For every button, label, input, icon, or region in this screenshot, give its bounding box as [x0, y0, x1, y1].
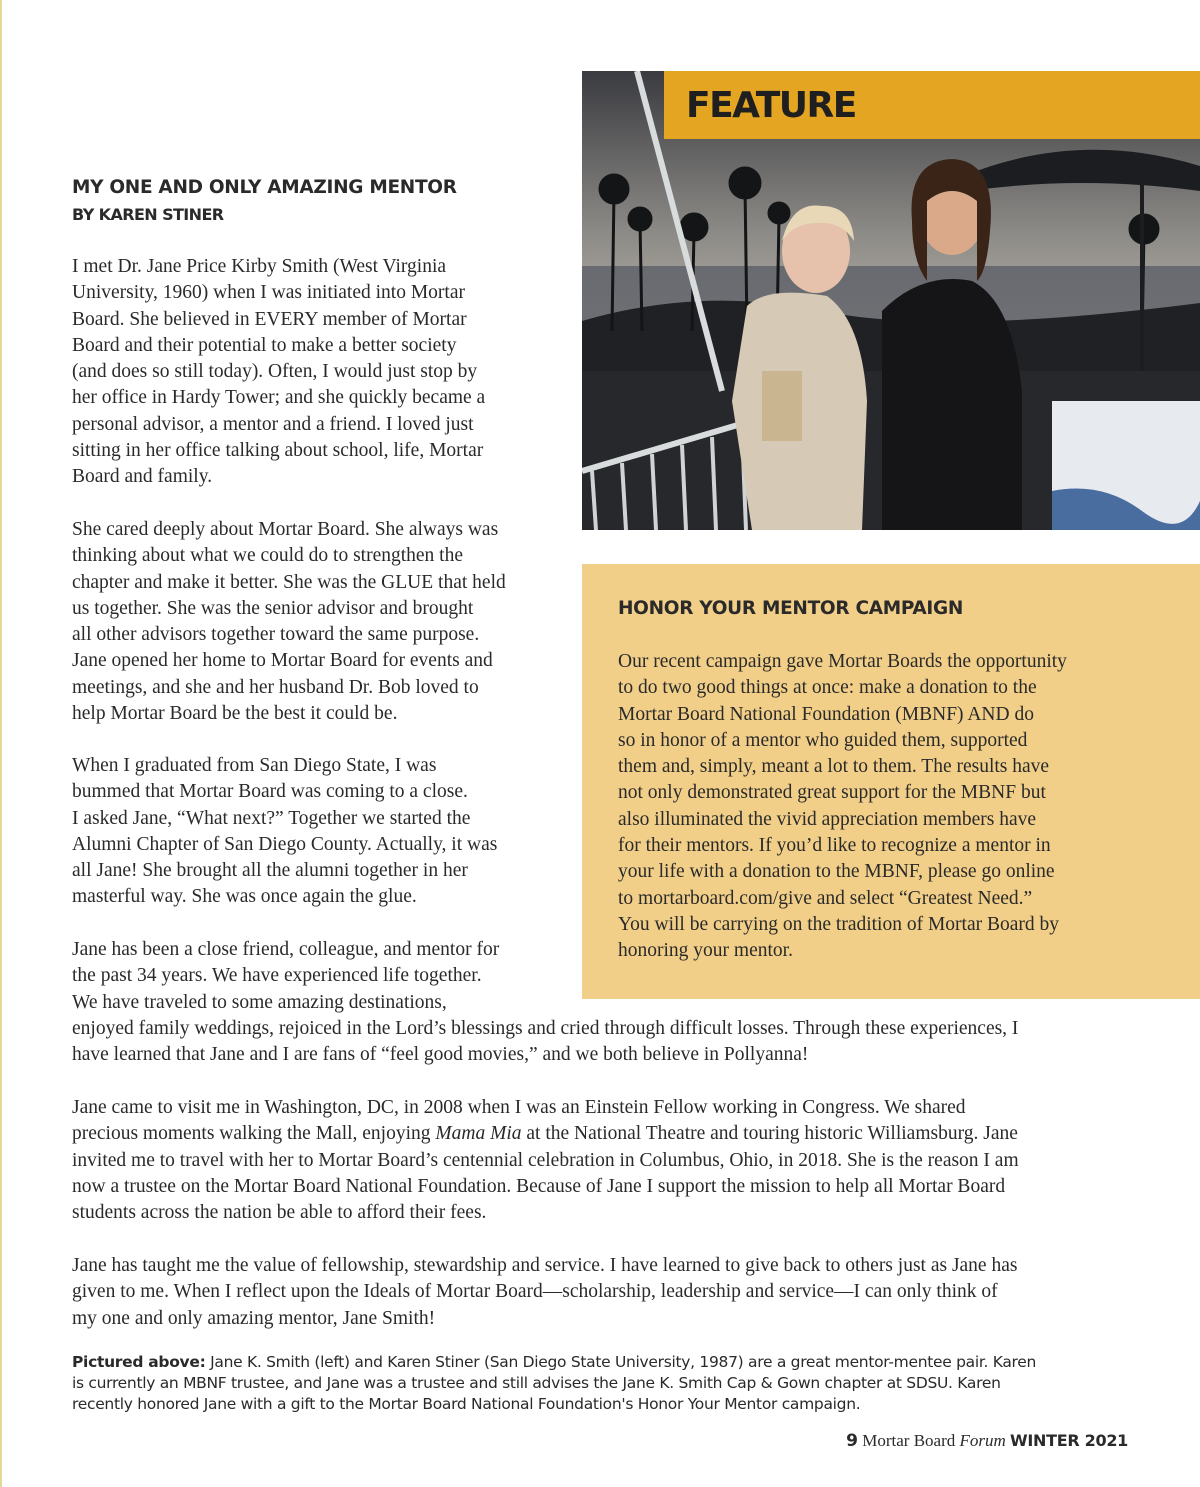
- feature-banner: FEATURE: [664, 71, 1200, 139]
- movie-title: Mama Mia: [435, 1123, 522, 1145]
- issue-season: WINTER 2021: [1010, 1431, 1128, 1450]
- article-title: MY ONE AND ONLY AMAZING MENTOR: [72, 177, 457, 198]
- article-paragraph-3: When I graduated from San Diego State, I was bummed that Mortar Board was coming to a close. I asked Jane, “What next?” Together we started the Alumni Chapter of San Diego County. Actually, it was all Jane! She brought all the alumni together in her masterful way. She was once again the glue.: [72, 755, 498, 908]
- sidebar-title: HONOR YOUR MENTOR CAMPAIGN: [618, 598, 964, 619]
- page-number: 9: [846, 1431, 858, 1451]
- article-paragraph-4-start: Jane has been a close friend, colleague, and mentor for the past 34 years. We have experienced life together. We have traveled to some amazing destinations,: [72, 939, 500, 1013]
- caption-text: Jane K. Smith (left) and Karen Stiner (San Diego State University, 1987) are a great mentor-mentee pair. Karen is currently an MBNF trustee, and Jane was a trustee and still advises the Jane K. Smith Cap & Gown chapter at SDSU. Karen recently honored Jane with a gift to the Mortar Board National Foundation's Honor Your Mentor campaign.: [72, 1353, 1037, 1413]
- paragraph-5-text-a: Jane came to visit me in Washington, DC, in 2008 when I was an Einstein Fellow working in Congress. We shared precious moments walking the Mall, enjoying: [72, 1097, 966, 1145]
- article-paragraph-6: Jane has taught me the value of fellowship, stewardship and service. I have learned to give back to others just as Jane has given to me. When I reflect upon the Ideals of Mortar Board—scholarship, leadership and service—I can only think of my one and only amazing mentor, Jane Smith!: [72, 1255, 1018, 1329]
- photo-illustration: [582, 71, 1200, 530]
- feature-photo: [582, 71, 1200, 530]
- caption-label: Pictured above:: [72, 1353, 206, 1371]
- page-footer: [846, 1431, 1128, 1451]
- publication-name: Mortar Board: [862, 1431, 956, 1450]
- paragraph-5-text-b: at the National Theatre and touring historic Williamsburg. Jane invited me to travel with her to Mortar Board’s centennial celebration in Columbus, Ohio, in 2018. She is the reason I am now a trustee on the Mortar Board National Foundation. Because of Jane I support the mission to help all Mortar Board students across the nation be able to afford their fees.: [72, 1123, 1019, 1224]
- article-paragraph-1: I met Dr. Jane Price Kirby Smith (West Virginia University, 1960) when I was initiated into Mortar Board. She believed in EVERY member of Mortar Board and their potential to make a better society (and does so still today). Often, I would just stop by her office in Hardy Tower; and she quickly became a personal advisor, a mentor and a friend. I loved just sitting in her office talking about school, life, Mortar Board and family.: [72, 256, 486, 488]
- sidebar-body: Our recent campaign gave Mortar Boards the opportunity to do two good things at once: make a donation to the Mortar Board National Foundation (MBNF) AND do so in honor of a mentor who guided them, supported them and, simply, meant a lot to them. The results have not only demonstrated great support for the MBNF but also illuminated the vivid appreciation members have for their mentors. If you’d like to recognize a mentor in your life with a donation to the MBNF, please go online to mortarboard.com/give and select “Greatest Need.” You will be carrying on the tradition of Mortar Board by honoring your mentor.: [618, 651, 1067, 962]
- article-paragraph-5: [72, 1095, 1132, 1226]
- article-byline: BY KAREN STINER: [72, 205, 224, 224]
- article-paragraph-4-end: enjoyed family weddings, rejoiced in the Lord’s blessings and cried through difficult losses. Through these experiences, I have learned that Jane and I are fans of “feel good movies,” and we both believe in Pollyanna!: [72, 1018, 1019, 1066]
- page-edge-line: [0, 0, 2, 1487]
- honor-mentor-sidebar: [582, 564, 1200, 999]
- publication-name-italic: Forum: [959, 1431, 1006, 1450]
- article-paragraph-2: She cared deeply about Mortar Board. She always was thinking about what we could do to strengthen the chapter and make it better. She was the GLUE that held us together. She was the senior advisor and brought all other advisors together toward the same purpose. Jane opened her home to Mortar Board for events and meetings, and she and her husband Dr. Bob loved to help Mortar Board be the best it could be.: [72, 519, 506, 725]
- photo-caption: [72, 1352, 1142, 1415]
